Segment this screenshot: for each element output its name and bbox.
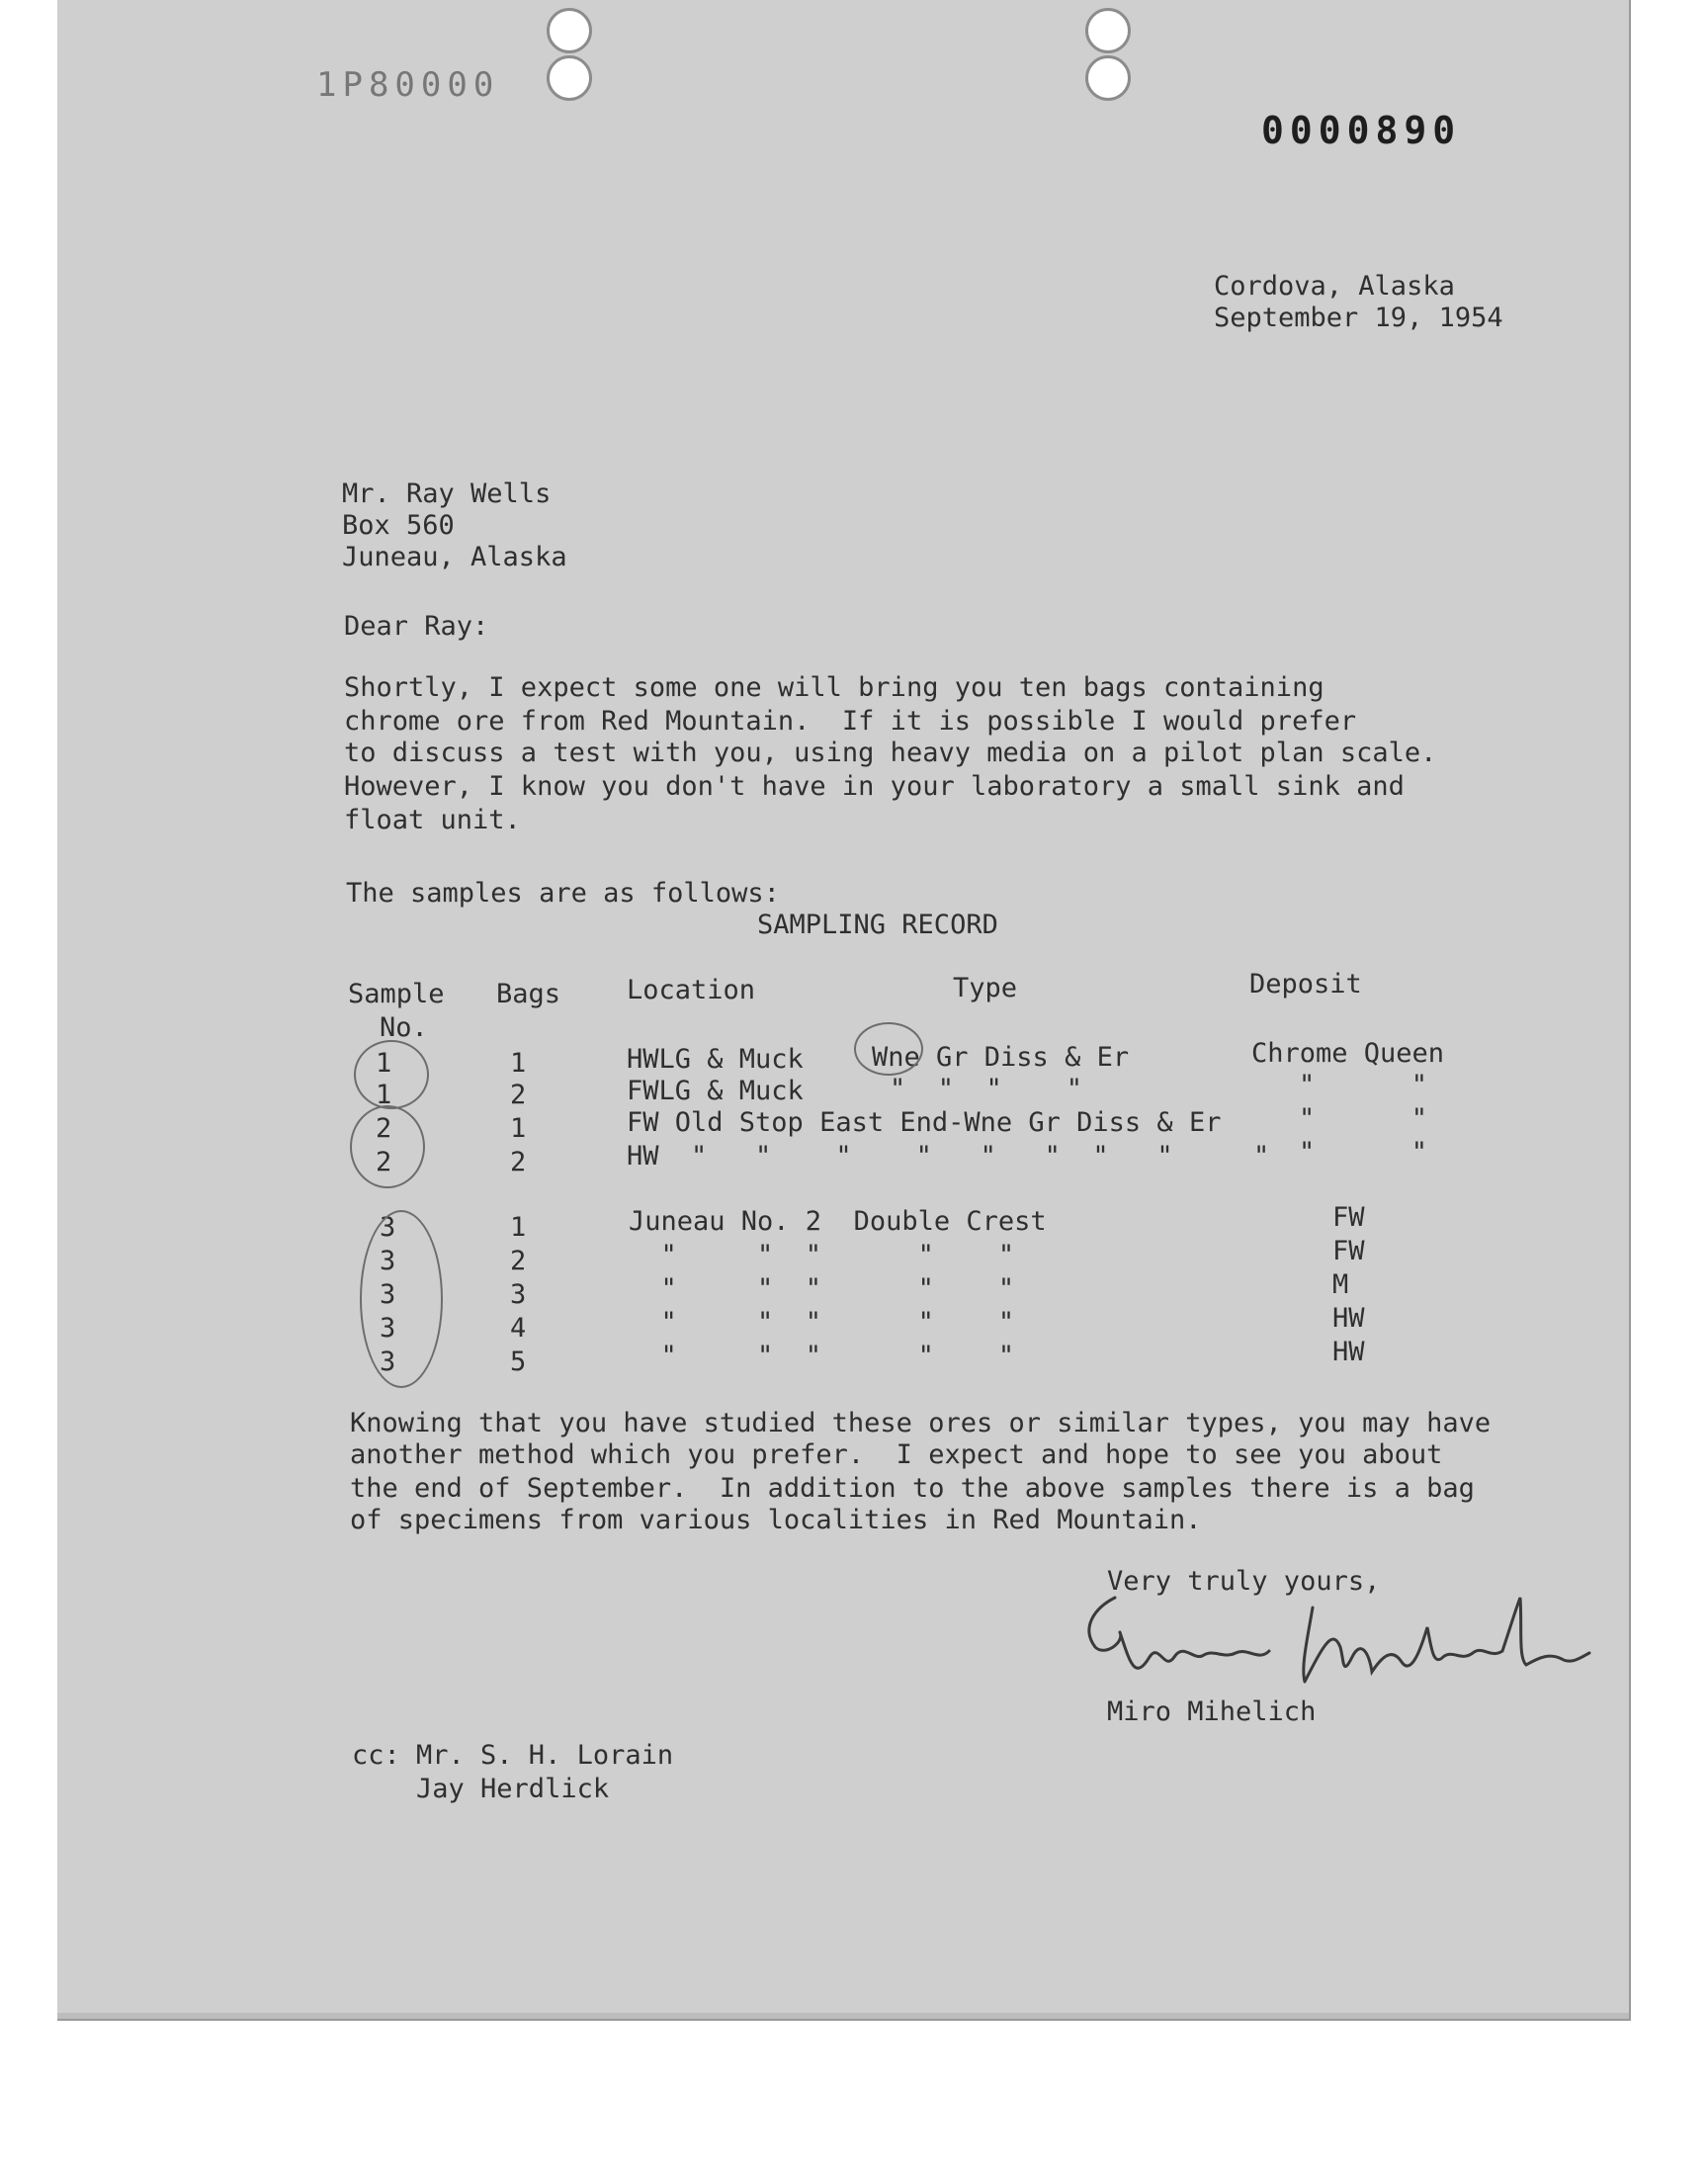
page-number-stamp: 0000890: [1261, 109, 1462, 152]
row-deposit: FW: [1332, 1202, 1365, 1233]
address-line: Box 560: [342, 510, 455, 541]
handwritten-circle: [354, 1040, 429, 1109]
body-line: chrome ore from Red Mountain. If it is possible I would prefer: [344, 706, 1357, 737]
row-location: " " " " ": [629, 1341, 1015, 1371]
body-line: float unit.: [344, 805, 521, 835]
row-bags: 4: [510, 1313, 527, 1344]
salutation: Dear Ray:: [344, 611, 489, 642]
handwritten-signature: [1075, 1588, 1631, 1696]
letter-page: [57, 0, 1631, 2021]
handwritten-circle: [360, 1210, 443, 1388]
row-location: " " " " ": [629, 1307, 1015, 1338]
header-location: Location: [627, 975, 756, 1005]
closing: Very truly yours,: [1107, 1566, 1381, 1597]
row-bags: 2: [510, 1080, 527, 1110]
header-sample-no: No.: [380, 1012, 428, 1043]
row-sample: 3: [380, 1246, 396, 1276]
row-sample: 2: [376, 1147, 392, 1177]
row-deposit: FW: [1332, 1236, 1365, 1266]
punch-hole: [1085, 55, 1131, 101]
punch-hole: [547, 55, 592, 101]
row-deposit: " ": [1299, 1103, 1428, 1134]
cc-line: cc: Mr. S. H. Lorain: [352, 1740, 674, 1771]
row-type: " " " ": [890, 1074, 1083, 1104]
row-sample: 2: [376, 1113, 392, 1144]
row-location: HW " " " " " " " " ": [627, 1141, 1270, 1172]
letter-place: Cordova, Alaska: [1214, 271, 1455, 302]
row-sample: 3: [380, 1279, 396, 1310]
signer-name: Miro Mihelich: [1107, 1696, 1317, 1727]
row-deposit: HW: [1332, 1337, 1365, 1367]
row-bags: 3: [510, 1279, 527, 1310]
header-sample: Sample: [348, 979, 445, 1009]
row-deposit: " ": [1299, 1137, 1428, 1168]
file-stamp-top-left: 1P80000: [316, 65, 500, 105]
row-sample: 3: [380, 1212, 396, 1243]
letter-date: September 19, 1954: [1214, 303, 1503, 333]
row-bags: 1: [510, 1113, 527, 1144]
row-sample: 1: [376, 1080, 392, 1110]
row-deposit: HW: [1332, 1303, 1365, 1334]
handwritten-circle: [854, 1022, 923, 1076]
row-deposit: " ": [1299, 1070, 1428, 1100]
row-location: Juneau No. 2 Double Crest: [629, 1206, 1047, 1237]
punch-hole: [547, 8, 592, 53]
row-sample: 1: [376, 1048, 392, 1079]
body-line: to discuss a test with you, using heavy media on a pilot plan scale.: [344, 738, 1437, 768]
row-bags: 1: [510, 1212, 527, 1243]
address-line: Juneau, Alaska: [342, 542, 567, 572]
header-deposit: Deposit: [1249, 969, 1362, 1000]
header-bags: Bags: [496, 979, 561, 1009]
row-location: HWLG & Muck: [627, 1044, 804, 1075]
row-location: " " " " ": [629, 1273, 1015, 1304]
header-type: Type: [953, 973, 1018, 1003]
row-type: Wne Gr Diss & Er: [872, 1042, 1130, 1073]
punch-hole: [1085, 8, 1131, 53]
handwritten-circle: [350, 1105, 425, 1188]
row-location: FW Old Stop East End-Wne Gr Diss & Er: [627, 1107, 1222, 1138]
row-deposit: Chrome Queen: [1251, 1038, 1445, 1069]
address-line: Mr. Ray Wells: [342, 478, 552, 509]
body-line: the end of September. In addition to the above samples there is a bag: [350, 1473, 1475, 1504]
row-sample: 3: [380, 1347, 396, 1377]
row-bags: 5: [510, 1347, 527, 1377]
body-line: However, I know you don't have in your laboratory a small sink and: [344, 771, 1405, 802]
body-line: another method which you prefer. I expect and hope to see you about: [350, 1439, 1443, 1470]
row-location: " " " " ": [629, 1240, 1015, 1270]
body-line: Knowing that you have studied these ores or similar types, you may have: [350, 1408, 1492, 1438]
cc-line: Jay Herdlick: [352, 1774, 610, 1804]
row-location: FWLG & Muck: [627, 1076, 804, 1106]
samples-intro: The samples are as follows:: [346, 878, 780, 909]
body-line: of specimens from various localities in Red Mountain.: [350, 1505, 1202, 1535]
row-bags: 2: [510, 1246, 527, 1276]
row-bags: 1: [510, 1048, 527, 1079]
bottom-shadow: [57, 2013, 1629, 2019]
record-title: SAMPLING RECORD: [757, 910, 998, 940]
row-bags: 2: [510, 1147, 527, 1177]
body-line: Shortly, I expect some one will bring you ten bags containing: [344, 672, 1324, 703]
row-deposit: M: [1332, 1269, 1349, 1300]
row-sample: 3: [380, 1313, 396, 1344]
